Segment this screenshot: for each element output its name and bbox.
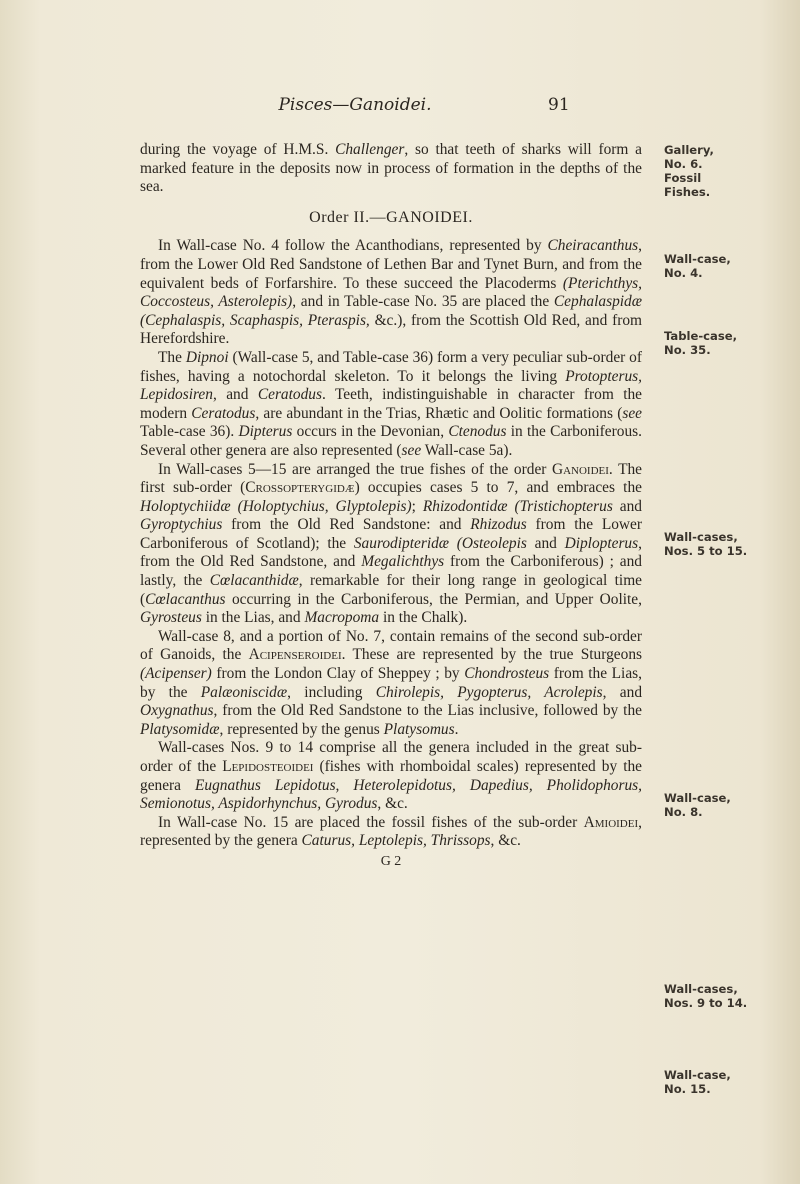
signature-mark: G 2 xyxy=(380,853,402,869)
margin-note-wall-cases-9-14: Wall-cases, Nos. 9 to 14. xyxy=(664,982,748,1010)
paragraph-0: during the voyage of H.M.S. Challenger, so that teeth of sharks will form a marked feature in the deposits now in process of formation in the depths of the sea. xyxy=(140,141,643,196)
page-number: 91 xyxy=(548,95,570,115)
paragraph-3: In Wall-cases 5—15 are arranged the true fishes of the order Ganoidei. The first sub-order (Crossopterygidæ) occupies cases 5 to 7, and embraces the Holoptychiidæ (Holoptychius, Glyptolepis); Rhizodontidæ (Tristichopterus and Gyroptychius from the Old Red Sandstone: and Rhizodus from the Lower Carboniferous of Scotland); the Saurodipteridæ (Osteolepis and Diplopterus, from the Old Red Sandstone, and Megalichthys from the Carboniferous) ; and lastly, the Cœlacanthidæ, remarkable for their long range in geological time (Cœlacanthus occurring in the Carboniferous, the Permian, and Upper Oolite, Gyrosteus in the Lias, and Macropoma in the Chalk). xyxy=(140,460,642,627)
margin-note-wall-case-4: Wall-case, No. 4. xyxy=(664,252,731,280)
section-heading: Order II.—GANOIDEI. xyxy=(309,208,473,226)
running-title: Pisces—Ganoidei. xyxy=(278,95,432,115)
paragraph-5: Wall-cases Nos. 9 to 14 comprise all the genera included in the great sub-order of the Lepidosteoidei (fishes with rhomboidal scales) represented by the genera Eugnathus Lepidotus, Heterolepidotus, Dapedius, Pholidophorus, Semionotus, Aspidorhynchus, Gyrodus, &c. xyxy=(140,739,643,813)
paragraph-2: The Dipnoi (Wall-case 5, and Table-case 36) form a very peculiar sub-order of fishes, having a notochordal skeleton. To it belongs the living Protopterus, Lepidosiren, and Ceratodus. Teeth, indistinguishable in character from the modern Ceratodus, are abundant in the Trias, Rhætic and Oolitic formations (see Table-case 36). Dipterus occurs in the Devonian, Ctenodus in the Carboniferous. Several other genera are also represented (see Wall-case 5a). xyxy=(140,348,642,459)
margin-note-gallery: Gallery, No. 6. Fossil Fishes. xyxy=(664,143,714,199)
paragraph-6: In Wall-case No. 15 are placed the fossil fishes of the sub-order Amioidei, represented by the genera Caturus, Leptolepis, Thrissops, &c. xyxy=(140,813,642,850)
page-header xyxy=(0,93,800,119)
margin-note-wall-case-8: Wall-case, No. 8. xyxy=(664,791,731,819)
margin-note-table-case-35: Table-case, No. 35. xyxy=(664,329,738,357)
margin-note-wall-case-15: Wall-case, No. 15. xyxy=(664,1068,731,1096)
paragraph-4: Wall-case 8, and a portion of No. 7, contain remains of the second sub-order of Ganoids, the Acipenseroidei. These are represented by the true Sturgeons (Acipenser) from the London Clay of Sheppey ; by Chondrosteus from the Lias, by the Palæoniscidæ, including Chirolepis, Pygopterus, Acrolepis, and Oxygnathus, from the Old Red Sandstone to the Lias inclusive, followed by the Platysomidæ, represented by the genus Platysomus. xyxy=(140,627,643,738)
margin-note-wall-cases-5-15: Wall-cases, Nos. 5 to 15. xyxy=(664,530,748,558)
paragraph-1: In Wall-case No. 4 follow the Acanthodians, represented by Cheiracanthus, from the Lower Old Red Sandstone of Lethen Bar and Tynet Burn, and from the equivalent beds of Forfarshire. To these succeed the Placoderms (Pterichthys, Coccosteus, Asterolepis), and in Table-case No. 35 are placed the Cephalaspidæ (Cephalaspis, Scaphaspis, Pteraspis, &c.), from the Scottish Old Red, and from Herefordshire. xyxy=(140,237,642,348)
body-text xyxy=(140,141,642,872)
